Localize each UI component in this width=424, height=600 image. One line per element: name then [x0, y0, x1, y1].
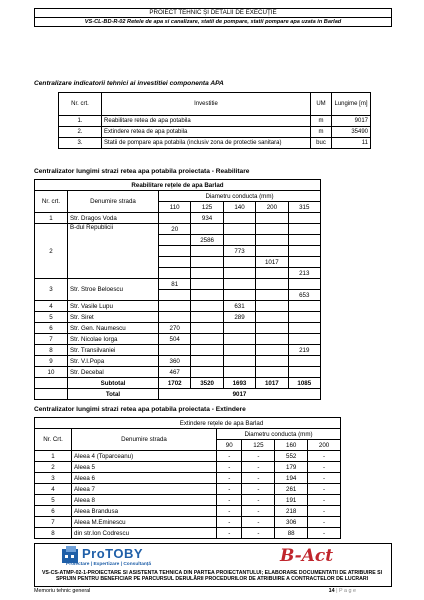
col-header: Nr. crt. — [59, 93, 102, 116]
footer-doc-name: Memoriu tehnic general — [34, 588, 91, 594]
table-title: Reabilitare rețele de apa Barlad — [35, 180, 321, 191]
table-row: 6 Str. Gen. Naumescu 270 — [35, 323, 321, 334]
protoby-logo — [60, 546, 190, 568]
table-row: 5 Aleea 8 - - 191 - — [35, 495, 341, 506]
header-title: PROIECT TEHNIC ȘI DETALII DE EXECUȚIE — [35, 9, 391, 18]
col-header: Diametru conducta (mm) — [217, 429, 341, 440]
rehabilitation-table: Reabilitare rețele de apa Barlad Nr. crt. Denumire strada Diametru conducta (mm) 110 125 140 200 315 1 Str. Dragos Voda 934 2 B-dul Republicii 20 2586 773 1017 213 3 Str. Stroe Beloescu 81 653 4 Str. Vasile Lupu 631 5 Str. Siret 289 6 Str. Gen. Naumescu 270 7 Str. Nicolae Iorga 504 8 Str. Transilvaniei 219 9 Str. V.I.Popa 360 10 Str. Decebal 467 Subtotal 1702 3520 1693 1017 1085 Total 9017 — [34, 179, 321, 400]
col-header: Lungime [m] — [332, 93, 371, 116]
table-row: 1 Str. Dragos Voda 934 — [35, 213, 321, 224]
footer-bottom: Memoriu tehnic general 14 | P a g e — [34, 588, 356, 594]
table-row: 2 B-dul Republicii 20 — [35, 224, 321, 235]
table-row: 6 Aleea Brandusa - - 218 - — [35, 506, 341, 517]
table-title: Extindere rețele de apa Barlad — [35, 418, 341, 429]
table-row: 7 Str. Nicolae Iorga 504 — [35, 334, 321, 345]
b-act-logo-text: B-Act — [280, 546, 334, 566]
table-row: 4 Aleea 7 - - 261 - — [35, 484, 341, 495]
col-header: Nr. crt. — [35, 191, 68, 213]
table-row: 7 Aleea M.Eminescu - - 306 - — [35, 517, 341, 528]
table-row: 4 Str. Vasile Lupu 631 — [35, 301, 321, 312]
table-row: 3 Str. Stroe Beloescu 81 — [35, 279, 321, 290]
table-row: 1 Aleea 4 (Toparceanu) - - 552 - — [35, 451, 341, 462]
col-header: Diametru conducta (mm) — [159, 191, 321, 202]
col-header: Nr. Crt. — [35, 429, 72, 451]
table-row: 3 Aleea 6 - - 194 - — [35, 473, 341, 484]
section-title-extension: Centralizator lungimi strazi retea apa potabila proiectata - Extindere — [34, 406, 246, 413]
header-subtitle: VS-CL-BD-R-02 Retele de apa si canalizare, statii de pompare, statii pompare apa uzata in Barlad — [84, 19, 342, 25]
protoby-logo-text: ProTOBY — [82, 546, 144, 561]
section-title-indicators: Centralizare indicatorii tehnici ai investitiei componenta APA — [34, 80, 224, 87]
table-row: 2 Aleea 5 - - 179 - — [35, 462, 341, 473]
col-header: Denumire strada — [68, 191, 159, 213]
table-row: 8 Str. Transilvaniei 219 — [35, 345, 321, 356]
footer-description: VS-CS-ATMP-02-1-PROIECTARE SI ASISTENTA TEHNICA DIN PARTEA PROIECTANTULUI; ELABORARE DOCUMENTATII DE ATRIBUIRE SI SPRIJIN PENTRU BENEFICIAR PE PARCURSUL DERULĂRII PROCEDURILOR DE ATRIBUIRE A CONTRACTELOR DE LUCRARI — [41, 570, 383, 582]
col-header: UM — [311, 93, 332, 116]
total-row: Total 9017 — [35, 389, 321, 400]
document-header — [34, 8, 392, 27]
page-label: P a g e — [339, 588, 356, 594]
col-header: Denumire strada — [72, 429, 217, 451]
col-header: Investitie — [102, 93, 311, 116]
table-row: 1. Reabilitare retea de apa potabila m 9017 — [59, 116, 371, 127]
indicators-table — [58, 92, 371, 149]
b-act-logo — [280, 546, 360, 568]
table-row: 3. Statii de pompare apa potabila (inclusiv zona de protectie sanitara) buc 11 — [59, 138, 371, 149]
page-number: 14 — [328, 588, 335, 594]
table-row: 9 Str. V.I.Popa 360 — [35, 356, 321, 367]
table-row: 8 din str.Ion Codrescu - - 88 - — [35, 528, 341, 539]
subtotal-row: Subtotal 1702 3520 1693 1017 1085 — [35, 378, 321, 389]
table-row: 5 Str. Siret 289 — [35, 312, 321, 323]
table-row: 10 Str. Decebal 467 — [35, 367, 321, 378]
protoby-logo-subtitle: Proiectare | Expertizare | Consultanță — [66, 562, 152, 567]
table-row: 2. Extindere retea de apa potabila m 35490 — [59, 127, 371, 138]
section-title-rehabilitation: Centralizator lungimi strazi retea apa potabila proiectata - Reabilitare — [34, 168, 250, 175]
extension-table: Extindere rețele de apa Barlad Nr. Crt. Denumire strada Diametru conducta (mm) 90 125 160 200 1 Aleea 4 (Toparceanu) - - 552 - 2 Aleea 5 - - 179 - 3 Aleea 6 - - 194 - 4 Aleea 7 - - 261 - 5 Aleea 8 - - 191 - 6 Aleea Brandusa - - 218 - 7 Aleea M.Eminescu - - 306 - 8 din str.Ion Codrescu - - 88 - — [34, 417, 341, 539]
